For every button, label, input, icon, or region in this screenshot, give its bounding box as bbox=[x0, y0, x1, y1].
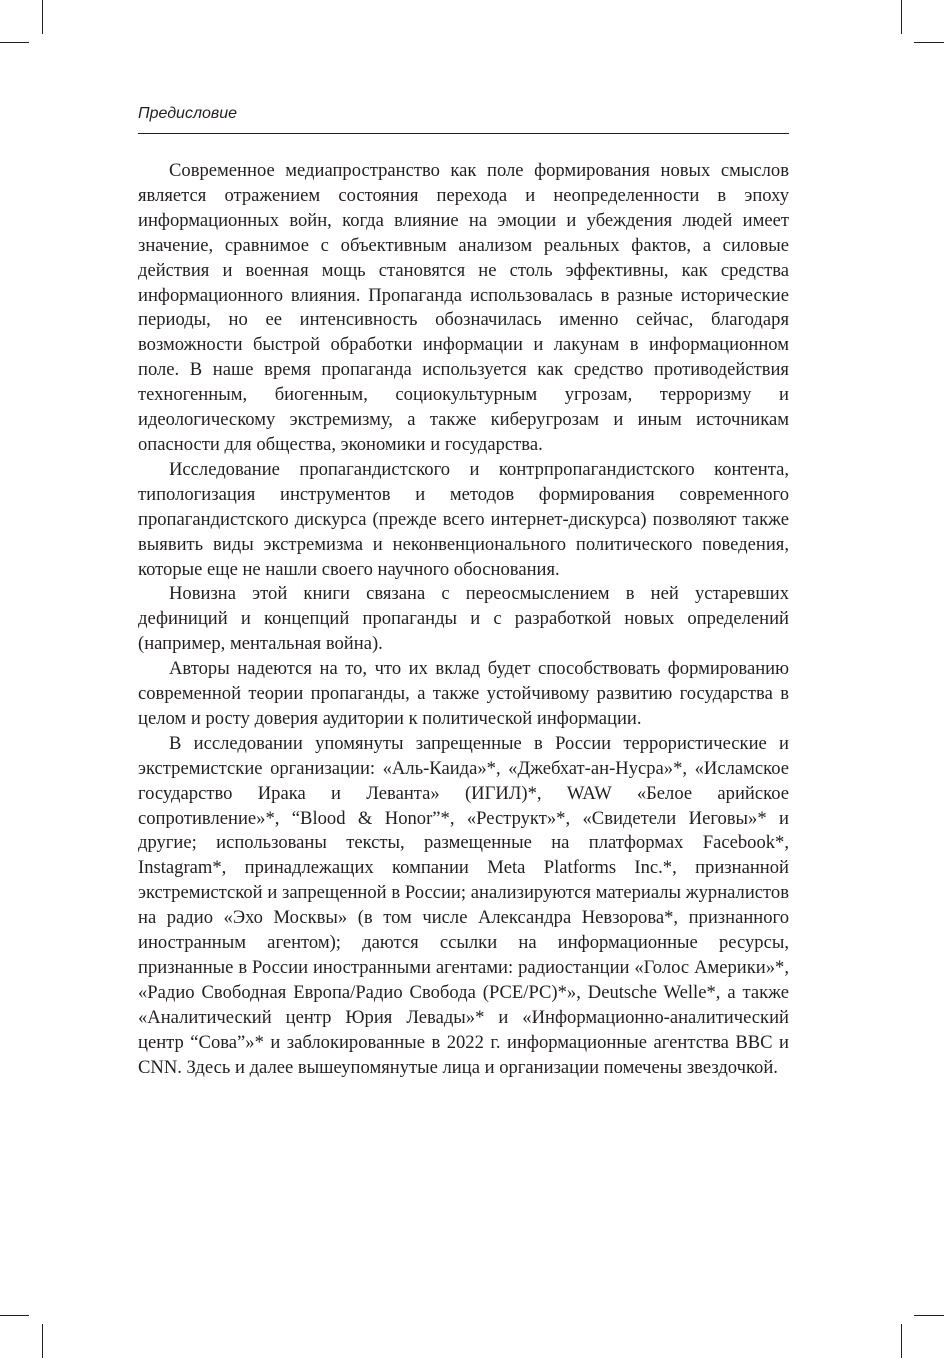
header-rule bbox=[138, 133, 789, 134]
crop-mark-top-left-horizontal bbox=[0, 42, 29, 43]
crop-mark-top-right-horizontal bbox=[914, 42, 944, 43]
body-text bbox=[138, 159, 789, 1081]
paragraph-1: Современное медиапространство как поле формирования новых смыслов является отражением состояния перехода и неопределенности в эпоху информационных войн, когда влияние на эмоции и убеждения людей имеет значение, сравнимое с объективным анализом реальных фактов, а силовые действия и военная мощь становятся не столь эффективны, как средства информационного влияния. Пропаганда использовалась в разные исторические периоды, но ее интенсивность обозначилась именно сейчас, благодаря возможности быстрой обработки информации и лакунам в информационном поле. В наше время пропаганда используется как средство противодействия техногенным, биогенным, социокультурным угрозам, терроризму и идеологическому экстремизму, а также киберугрозам и иным источникам опасности для общества, экономики и государства. bbox=[138, 160, 789, 455]
paragraph-4: Авторы надеются на то, что их вклад будет способствовать формированию современной теории пропаганды, а также устойчивому развитию государства в целом и росту доверия аудитории к политической информации. bbox=[138, 658, 789, 729]
paragraph-5: В исследовании упомянуты запрещенные в России террористические и экстремистские организации: «Аль-Каида»*, «Джебхат-ан-Нусра»*, «Исламское государство Ирака и Леванта» (ИГИЛ)*, WAW «Белое арийское сопротивление»*, “Blood & Honor”*, «Реструкт»*, «Свидетели Иеговы»* и другие; использованы тексты, размещенные на платформах Facebook*, Instagram*, принадлежащих компании Meta Platforms Inc.*, признанной экстремистской и запрещенной в России; анализируются материалы журналистов на радио «Эхо Москвы» (в том числе Александра Невзорова*, признанного иностранным агентом); даются ссылки на информационные ресурсы, признанные в России иностранными агентами: радиостанции «Голос Америки»*, «Радио Свободная Европа/Радио Свобода (РСЕ/РС)*», Deutsche Welle*, а также «Аналитический центр Юрия Левады»* и «Информационно-аналитический центр “Сова”»* и заблокированные в 2022 г. информационные агентства BBC и CNN. Здесь и далее вышеупомянутые лица и организации помечены звездочкой. bbox=[138, 732, 789, 1078]
crop-mark-bottom-left-horizontal bbox=[0, 1315, 29, 1316]
crop-mark-top-right-vertical bbox=[901, 0, 902, 34]
crop-mark-bottom-right-vertical bbox=[901, 1324, 902, 1358]
crop-mark-bottom-right-horizontal bbox=[914, 1315, 944, 1316]
paragraph-2: Исследование пропагандистского и контрпропагандистского контента, типологизация инструментов и методов формирования современного пропагандистского дискурса (прежде всего интернет-дискурса) позволяют также выявить виды экстремизма и неконвенционального политического поведения, которые еще не нашли своего научного обоснования. bbox=[138, 458, 789, 580]
running-title: Предисловие bbox=[138, 105, 238, 122]
crop-mark-bottom-left-vertical bbox=[42, 1324, 43, 1358]
paragraph-3: Новизна этой книги связана с переосмыслением в ней устаревших дефиниций и концепций пропаганды и с разработкой новых определений (например, ментальная война). bbox=[138, 583, 789, 655]
crop-mark-top-left-vertical bbox=[42, 0, 43, 34]
